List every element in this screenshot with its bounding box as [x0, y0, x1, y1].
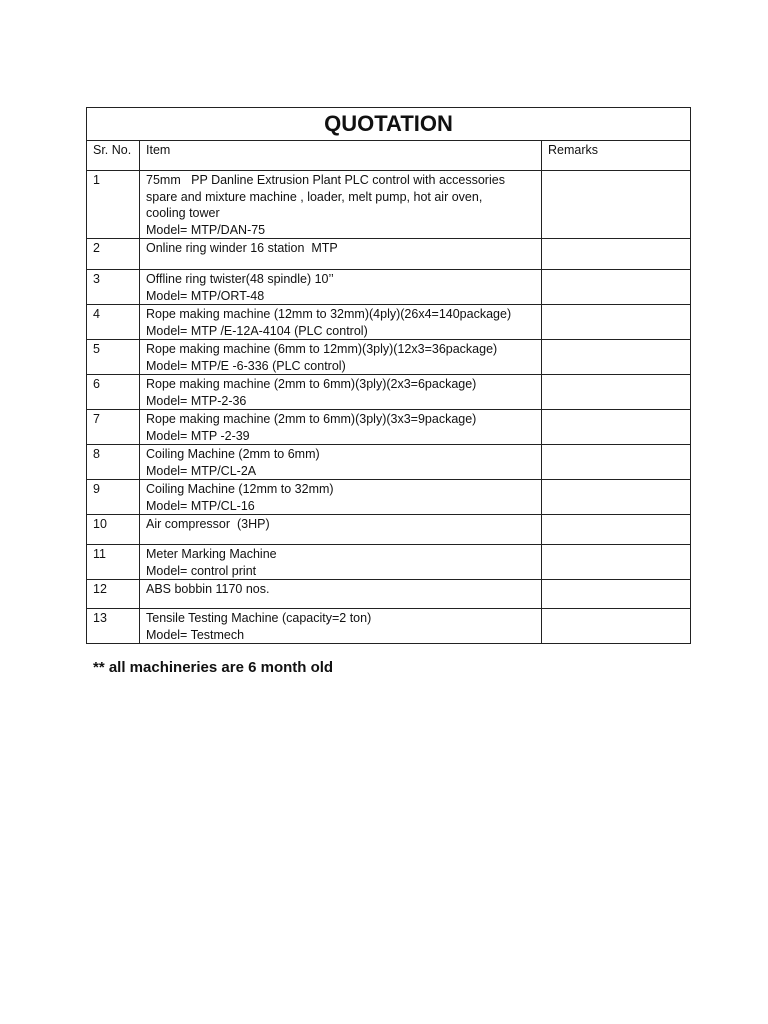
item-line: ABS bobbin 1170 nos.	[146, 582, 270, 596]
item-cell	[140, 340, 542, 375]
item-line: Model= MTP-2-36	[146, 393, 247, 408]
remarks-cell	[542, 305, 691, 340]
quotation-table	[86, 107, 691, 644]
item-line: Rope making machine (6mm to 12mm)(3ply)(12x3=36package)	[146, 342, 498, 356]
footer-note: ** all machineries are 6 month old	[93, 659, 334, 676]
sr-no-cell: 12	[87, 580, 140, 609]
remarks-cell	[542, 580, 691, 609]
table-row	[87, 609, 691, 644]
sr-no-cell: 13	[87, 609, 140, 644]
table-row	[87, 545, 691, 580]
remarks-cell	[542, 410, 691, 445]
remarks-cell	[542, 545, 691, 580]
table-row	[87, 515, 691, 545]
item-cell	[140, 609, 542, 644]
sr-no-cell: 8	[87, 445, 140, 480]
remarks-cell	[542, 375, 691, 410]
item-cell	[140, 480, 542, 515]
table-row	[87, 270, 691, 305]
item-line: Online ring winder 16 station MTP	[146, 241, 338, 255]
item-line: Air compressor (3HP)	[146, 517, 270, 531]
item-cell	[140, 580, 542, 609]
item-cell	[140, 270, 542, 305]
sr-no-cell: 5	[87, 340, 140, 375]
item-line: Model= MTP/DAN-75	[146, 222, 266, 237]
item-line: Model= MTP/E -6-336 (PLC control)	[146, 358, 346, 373]
item-line: Rope making machine (2mm to 6mm)(3ply)(2x3=6package)	[146, 377, 477, 391]
table-row	[87, 340, 691, 375]
item-cell	[140, 171, 542, 239]
remarks-cell	[542, 270, 691, 305]
item-line: cooling tower	[146, 206, 220, 220]
table-row	[87, 305, 691, 340]
header-item: Item	[140, 141, 542, 171]
item-line: Model= MTP/CL-2A	[146, 463, 257, 478]
header-sr-no: Sr. No.	[87, 141, 140, 171]
item-line: Coiling Machine (12mm to 32mm)	[146, 482, 334, 496]
item-line: Model= MTP/CL-16	[146, 498, 255, 513]
item-line: Rope making machine (12mm to 32mm)(4ply)(26x4=140package)	[146, 307, 512, 321]
item-line: spare and mixture machine , loader, melt pump, hot air oven,	[146, 189, 483, 204]
sr-no-cell: 4	[87, 305, 140, 340]
table-row	[87, 239, 691, 270]
table-row	[87, 580, 691, 609]
sr-no-cell: 11	[87, 545, 140, 580]
sr-no-cell: 7	[87, 410, 140, 445]
remarks-cell	[542, 480, 691, 515]
item-line: Model= MTP/ORT-48	[146, 288, 265, 303]
item-cell	[140, 410, 542, 445]
item-line: Model= MTP -2-39	[146, 428, 250, 443]
item-cell	[140, 375, 542, 410]
item-line: Model= MTP /E-12A-4104 (PLC control)	[146, 323, 368, 338]
item-line: Rope making machine (2mm to 6mm)(3ply)(3x3=9package)	[146, 412, 477, 426]
header-row	[87, 141, 691, 171]
item-line: 75mm PP Danline Extrusion Plant PLC control with accessories	[146, 173, 505, 187]
sr-no-cell: 2	[87, 239, 140, 270]
sr-no-cell: 6	[87, 375, 140, 410]
sr-no-cell: 1	[87, 171, 140, 239]
item-line: Coiling Machine (2mm to 6mm)	[146, 447, 320, 461]
item-line: Model= control print	[146, 563, 257, 578]
title-row	[87, 108, 691, 141]
item-cell	[140, 545, 542, 580]
remarks-cell	[542, 609, 691, 644]
table-row	[87, 171, 691, 239]
item-cell	[140, 305, 542, 340]
remarks-cell	[542, 171, 691, 239]
sr-no-cell: 10	[87, 515, 140, 545]
item-cell	[140, 239, 542, 270]
table-row	[87, 480, 691, 515]
item-line: Meter Marking Machine	[146, 547, 277, 561]
sr-no-cell: 3	[87, 270, 140, 305]
remarks-cell	[542, 239, 691, 270]
remarks-cell	[542, 515, 691, 545]
item-cell	[140, 445, 542, 480]
item-line: Offline ring twister(48 spindle) 10’’	[146, 272, 334, 286]
remarks-cell	[542, 340, 691, 375]
header-remarks: Remarks	[542, 141, 691, 171]
sr-no-cell: 9	[87, 480, 140, 515]
table-row	[87, 375, 691, 410]
table-row	[87, 445, 691, 480]
quotation-title: QUOTATION	[87, 108, 691, 141]
item-cell	[140, 515, 542, 545]
item-line: Model= Testmech	[146, 627, 245, 642]
table-body	[87, 171, 691, 644]
item-line: Tensile Testing Machine (capacity=2 ton)	[146, 611, 372, 625]
remarks-cell	[542, 445, 691, 480]
table-row	[87, 410, 691, 445]
